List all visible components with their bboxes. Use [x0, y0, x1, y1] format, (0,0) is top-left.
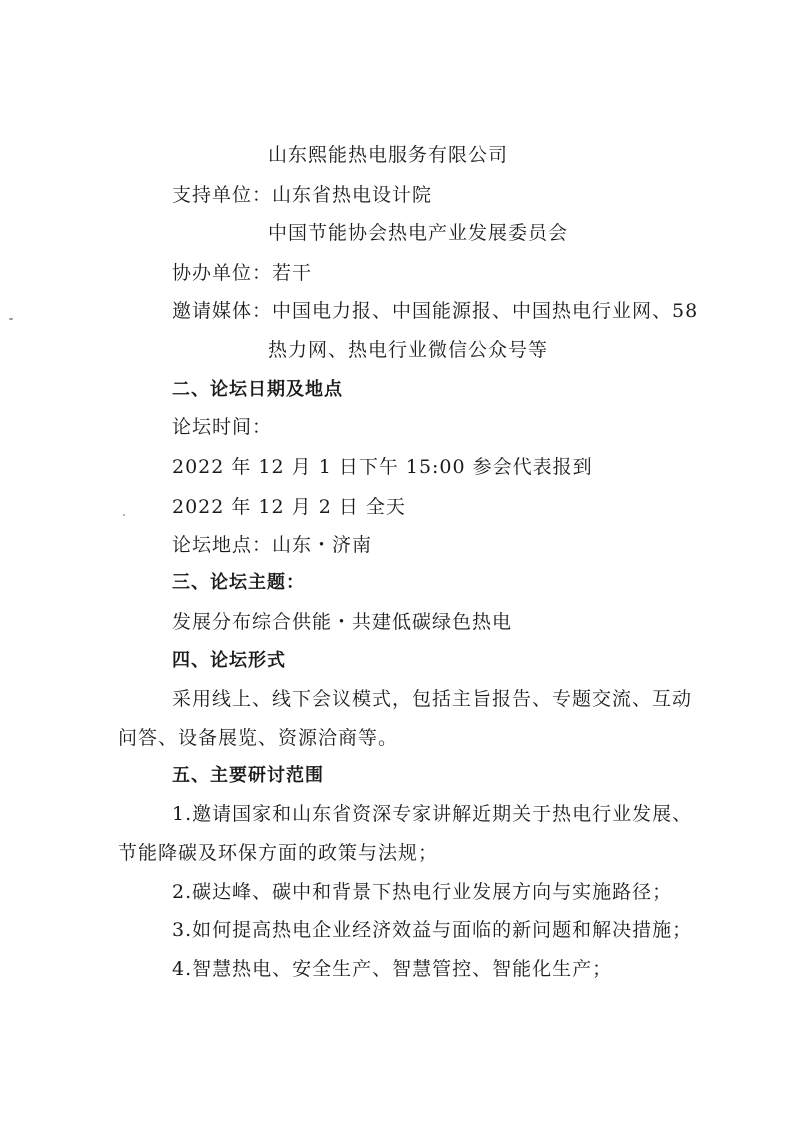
section5-heading: 五、主要研讨范围: [172, 765, 324, 786]
forum-date2: 2022 年 12 月 2 日 全天: [172, 496, 406, 518]
scope-item1-line2: 节能降碳及环保方面的政策与法规；: [118, 842, 439, 864]
co-organizer-value: 若干: [272, 262, 313, 284]
scan-speck: [123, 514, 125, 516]
organizer-continued: 山东熙能热电服务有限公司: [268, 144, 509, 166]
media-line2: 热力网、热电行业微信公众号等: [268, 339, 549, 361]
media-row: [172, 298, 698, 324]
scope-item3: 3.如何提高热电企业经济效益与面临的新问题和解决措施；: [172, 919, 693, 941]
section3-heading: 三、论坛主题：: [172, 572, 305, 593]
scope-item4: 4.智慧热电、安全生产、智慧管控、智能化生产；: [172, 958, 613, 980]
scope-item2: 2.碳达峰、碳中和背景下热电行业发展方向与实施路径；: [172, 881, 673, 903]
support-line1: 山东省热电设计院: [272, 184, 433, 206]
co-organizer-row: [172, 260, 312, 286]
support-row: [172, 182, 432, 208]
media-label: 邀请媒体：: [172, 300, 273, 322]
media-line1: 中国电力报、中国能源报、中国热电行业网、58: [272, 300, 699, 322]
forum-theme: 发展分布综合供能・共建低碳绿色热电: [172, 611, 513, 633]
format-line1: 采用线上、线下会议模式，包括主旨报告、专题交流、互动: [172, 688, 693, 710]
format-line2: 问答、设备展览、资源洽商等。: [118, 727, 399, 749]
support-label: 支持单位：: [172, 184, 273, 206]
scope-item1-line1: 1.邀请国家和山东省资深专家讲解近期关于热电行业发展、: [172, 803, 693, 825]
forum-time-label: 论坛时间：: [172, 416, 273, 438]
co-organizer-label: 协办单位：: [172, 262, 273, 284]
forum-venue: 论坛地点：山东・济南: [172, 534, 373, 556]
support-line2: 中国节能协会热电产业发展委员会: [268, 222, 569, 244]
section4-heading: 四、论坛形式: [172, 650, 286, 671]
section2-heading: 二、论坛日期及地点: [172, 379, 343, 400]
forum-date1: 2022 年 12 月 1 日下午 15:00 参会代表报到: [172, 456, 593, 478]
scan-speck: [9, 318, 13, 320]
